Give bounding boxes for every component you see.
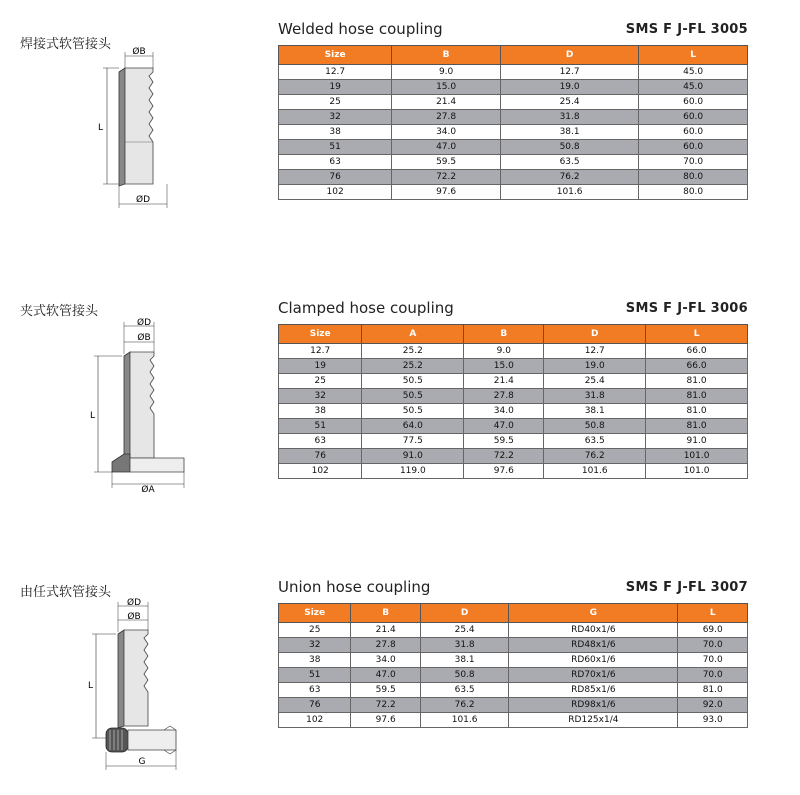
table-cell: 101.0: [646, 449, 748, 464]
table-cell: 51: [279, 419, 362, 434]
table-cell: 19.0: [500, 80, 638, 95]
table-cell: 91.0: [646, 434, 748, 449]
table-cell: 76.2: [420, 698, 508, 713]
table-cell: 38.1: [420, 653, 508, 668]
table-cell: 47.0: [464, 419, 544, 434]
table-cell: 63: [279, 683, 351, 698]
dim-label-l: L: [98, 123, 104, 133]
table-cell: 80.0: [639, 185, 748, 200]
table-cell: 76: [279, 170, 392, 185]
table-cell: 72.2: [392, 170, 501, 185]
col-header: B: [392, 46, 501, 65]
table-cell: 9.0: [464, 344, 544, 359]
table-cell: 101.6: [420, 713, 508, 728]
table-cell: 81.0: [678, 683, 748, 698]
table-cell: 31.8: [544, 389, 646, 404]
table-cell: 32: [279, 110, 392, 125]
table-cell: RD70x1/6: [509, 668, 678, 683]
table-row: [279, 653, 748, 668]
table-cell: 72.2: [351, 698, 421, 713]
table-cell: 27.8: [351, 638, 421, 653]
col-header: Size: [279, 46, 392, 65]
table-cell: 70.0: [678, 638, 748, 653]
table-cell: 80.0: [639, 170, 748, 185]
spec-table-union: [278, 603, 748, 728]
table-cell: 81.0: [646, 389, 748, 404]
table-cell: 25: [279, 623, 351, 638]
table-cell: 60.0: [639, 95, 748, 110]
table-cell: 38: [279, 404, 362, 419]
table-cell: 81.0: [646, 374, 748, 389]
table-cell: 69.0: [678, 623, 748, 638]
table-cell: 97.6: [351, 713, 421, 728]
table-cell: 63: [279, 434, 362, 449]
table-cell: RD48x1/6: [509, 638, 678, 653]
dim-label-l: L: [90, 411, 96, 421]
table-cell: 59.5: [392, 155, 501, 170]
table-cell: RD98x1/6: [509, 698, 678, 713]
col-header: B: [351, 604, 421, 623]
dim-label-l: L: [88, 681, 94, 691]
table-cell: 70.0: [678, 653, 748, 668]
col-header: L: [646, 325, 748, 344]
table-cell: 77.5: [362, 434, 464, 449]
table-cell: 63: [279, 155, 392, 170]
table-cell: 12.7: [279, 65, 392, 80]
table-cell: 25.4: [500, 95, 638, 110]
table-cell: 66.0: [646, 344, 748, 359]
table-cell: 38: [279, 653, 351, 668]
table-cell: 38: [279, 125, 392, 140]
table-cell: RD125x1/4: [509, 713, 678, 728]
table-cell: RD85x1/6: [509, 683, 678, 698]
table-cell: 76.2: [500, 170, 638, 185]
table-cell: 21.4: [464, 374, 544, 389]
table-cell: RD40x1/6: [509, 623, 678, 638]
table-cell: 32: [279, 389, 362, 404]
table-cell: 38.1: [544, 404, 646, 419]
table-cell: 97.6: [464, 464, 544, 479]
col-header: Size: [279, 325, 362, 344]
table-cell: 63.5: [500, 155, 638, 170]
table-cell: 21.4: [392, 95, 501, 110]
table-row: [279, 623, 748, 638]
col-header: L: [639, 46, 748, 65]
table-cell: 101.6: [500, 185, 638, 200]
col-header: B: [464, 325, 544, 344]
table-cell: 15.0: [464, 359, 544, 374]
col-header: D: [420, 604, 508, 623]
table-row: [279, 698, 748, 713]
col-header: D: [500, 46, 638, 65]
table-cell: 64.0: [362, 419, 464, 434]
table-cell: 92.0: [678, 698, 748, 713]
dim-label-b: ØB: [132, 47, 146, 57]
table-cell: 72.2: [464, 449, 544, 464]
table-cell: 63.5: [544, 434, 646, 449]
section-code: SMS F J-FL 3007: [625, 580, 748, 595]
table-row: [279, 668, 748, 683]
table-cell: 9.0: [392, 65, 501, 80]
table-cell: 50.5: [362, 404, 464, 419]
table-cell: 102: [279, 185, 392, 200]
section-cn-title: 由任式软管接头: [20, 585, 112, 600]
table-cell: 97.6: [392, 185, 501, 200]
table-cell: 76: [279, 449, 362, 464]
table-cell: 60.0: [639, 140, 748, 155]
table-cell: 60.0: [639, 110, 748, 125]
dim-label-d: ØD: [135, 195, 151, 205]
table-cell: 12.7: [279, 344, 362, 359]
table-cell: 50.8: [544, 419, 646, 434]
col-header: Size: [279, 604, 351, 623]
table-cell: 70.0: [678, 668, 748, 683]
table-cell: 81.0: [646, 404, 748, 419]
table-cell: 93.0: [678, 713, 748, 728]
table-cell: 34.0: [351, 653, 421, 668]
table-cell: 102: [279, 713, 351, 728]
dim-label-d: ØD: [136, 318, 152, 328]
table-cell: 101.6: [544, 464, 646, 479]
table-cell: 21.4: [351, 623, 421, 638]
col-header: G: [509, 604, 678, 623]
table-cell: 25.2: [362, 359, 464, 374]
table-row: [279, 713, 748, 728]
table-cell: 50.5: [362, 374, 464, 389]
dim-label-b: ØB: [127, 612, 141, 622]
table-cell: 60.0: [639, 125, 748, 140]
table-cell: 19: [279, 80, 392, 95]
table-cell: 32: [279, 638, 351, 653]
table-cell: 31.8: [420, 638, 508, 653]
table-cell: 101.0: [646, 464, 748, 479]
table-cell: 47.0: [392, 140, 501, 155]
table-cell: 76.2: [544, 449, 646, 464]
section-en-title: Welded hose coupling: [278, 20, 443, 38]
section-code: SMS F J-FL 3006: [625, 301, 748, 316]
table-cell: 12.7: [544, 344, 646, 359]
table-header-row: [279, 604, 748, 623]
dim-label-a: ØA: [141, 485, 155, 495]
table-body: [279, 623, 748, 728]
table-cell: 63.5: [420, 683, 508, 698]
table-cell: 34.0: [464, 404, 544, 419]
section-cn-title: 夹式软管接头: [20, 304, 99, 319]
dim-label-d: ØD: [126, 598, 142, 608]
table-cell: 119.0: [362, 464, 464, 479]
table-cell: 45.0: [639, 65, 748, 80]
table-cell: 70.0: [639, 155, 748, 170]
table-cell: 27.8: [392, 110, 501, 125]
dim-label-g: G: [138, 757, 146, 767]
col-header: D: [544, 325, 646, 344]
table-cell: 76: [279, 698, 351, 713]
table-cell: 19.0: [544, 359, 646, 374]
table-cell: 59.5: [351, 683, 421, 698]
table-cell: 66.0: [646, 359, 748, 374]
table-cell: 15.0: [392, 80, 501, 95]
table-cell: 50.8: [500, 140, 638, 155]
table-cell: 50.8: [420, 668, 508, 683]
table-cell: 25: [279, 374, 362, 389]
table-cell: 45.0: [639, 80, 748, 95]
col-header: L: [678, 604, 748, 623]
table-cell: 25: [279, 95, 392, 110]
table-cell: 51: [279, 140, 392, 155]
table-row: [279, 638, 748, 653]
table-cell: 25.4: [544, 374, 646, 389]
section-cn-title: 焊接式软管接头: [20, 37, 112, 52]
table-cell: 25.2: [362, 344, 464, 359]
table-cell: 91.0: [362, 449, 464, 464]
table-cell: 59.5: [464, 434, 544, 449]
table-cell: 27.8: [464, 389, 544, 404]
col-header: A: [362, 325, 464, 344]
table-cell: 34.0: [392, 125, 501, 140]
table-cell: 38.1: [500, 125, 638, 140]
dim-label-b: ØB: [137, 333, 151, 343]
table-cell: 102: [279, 464, 362, 479]
table-cell: 31.8: [500, 110, 638, 125]
table-cell: 47.0: [351, 668, 421, 683]
table-cell: RD60x1/6: [509, 653, 678, 668]
table-cell: 12.7: [500, 65, 638, 80]
table-cell: 19: [279, 359, 362, 374]
table-row: [279, 683, 748, 698]
table-cell: 50.5: [362, 389, 464, 404]
table-cell: 25.4: [420, 623, 508, 638]
union-coupling-drawing: [88, 598, 198, 773]
section-en-title: Union hose coupling: [278, 578, 431, 596]
section-code: SMS F J-FL 3005: [625, 22, 748, 37]
table-cell: 81.0: [646, 419, 748, 434]
table-cell: 51: [279, 668, 351, 683]
section-en-title: Clamped hose coupling: [278, 299, 454, 317]
